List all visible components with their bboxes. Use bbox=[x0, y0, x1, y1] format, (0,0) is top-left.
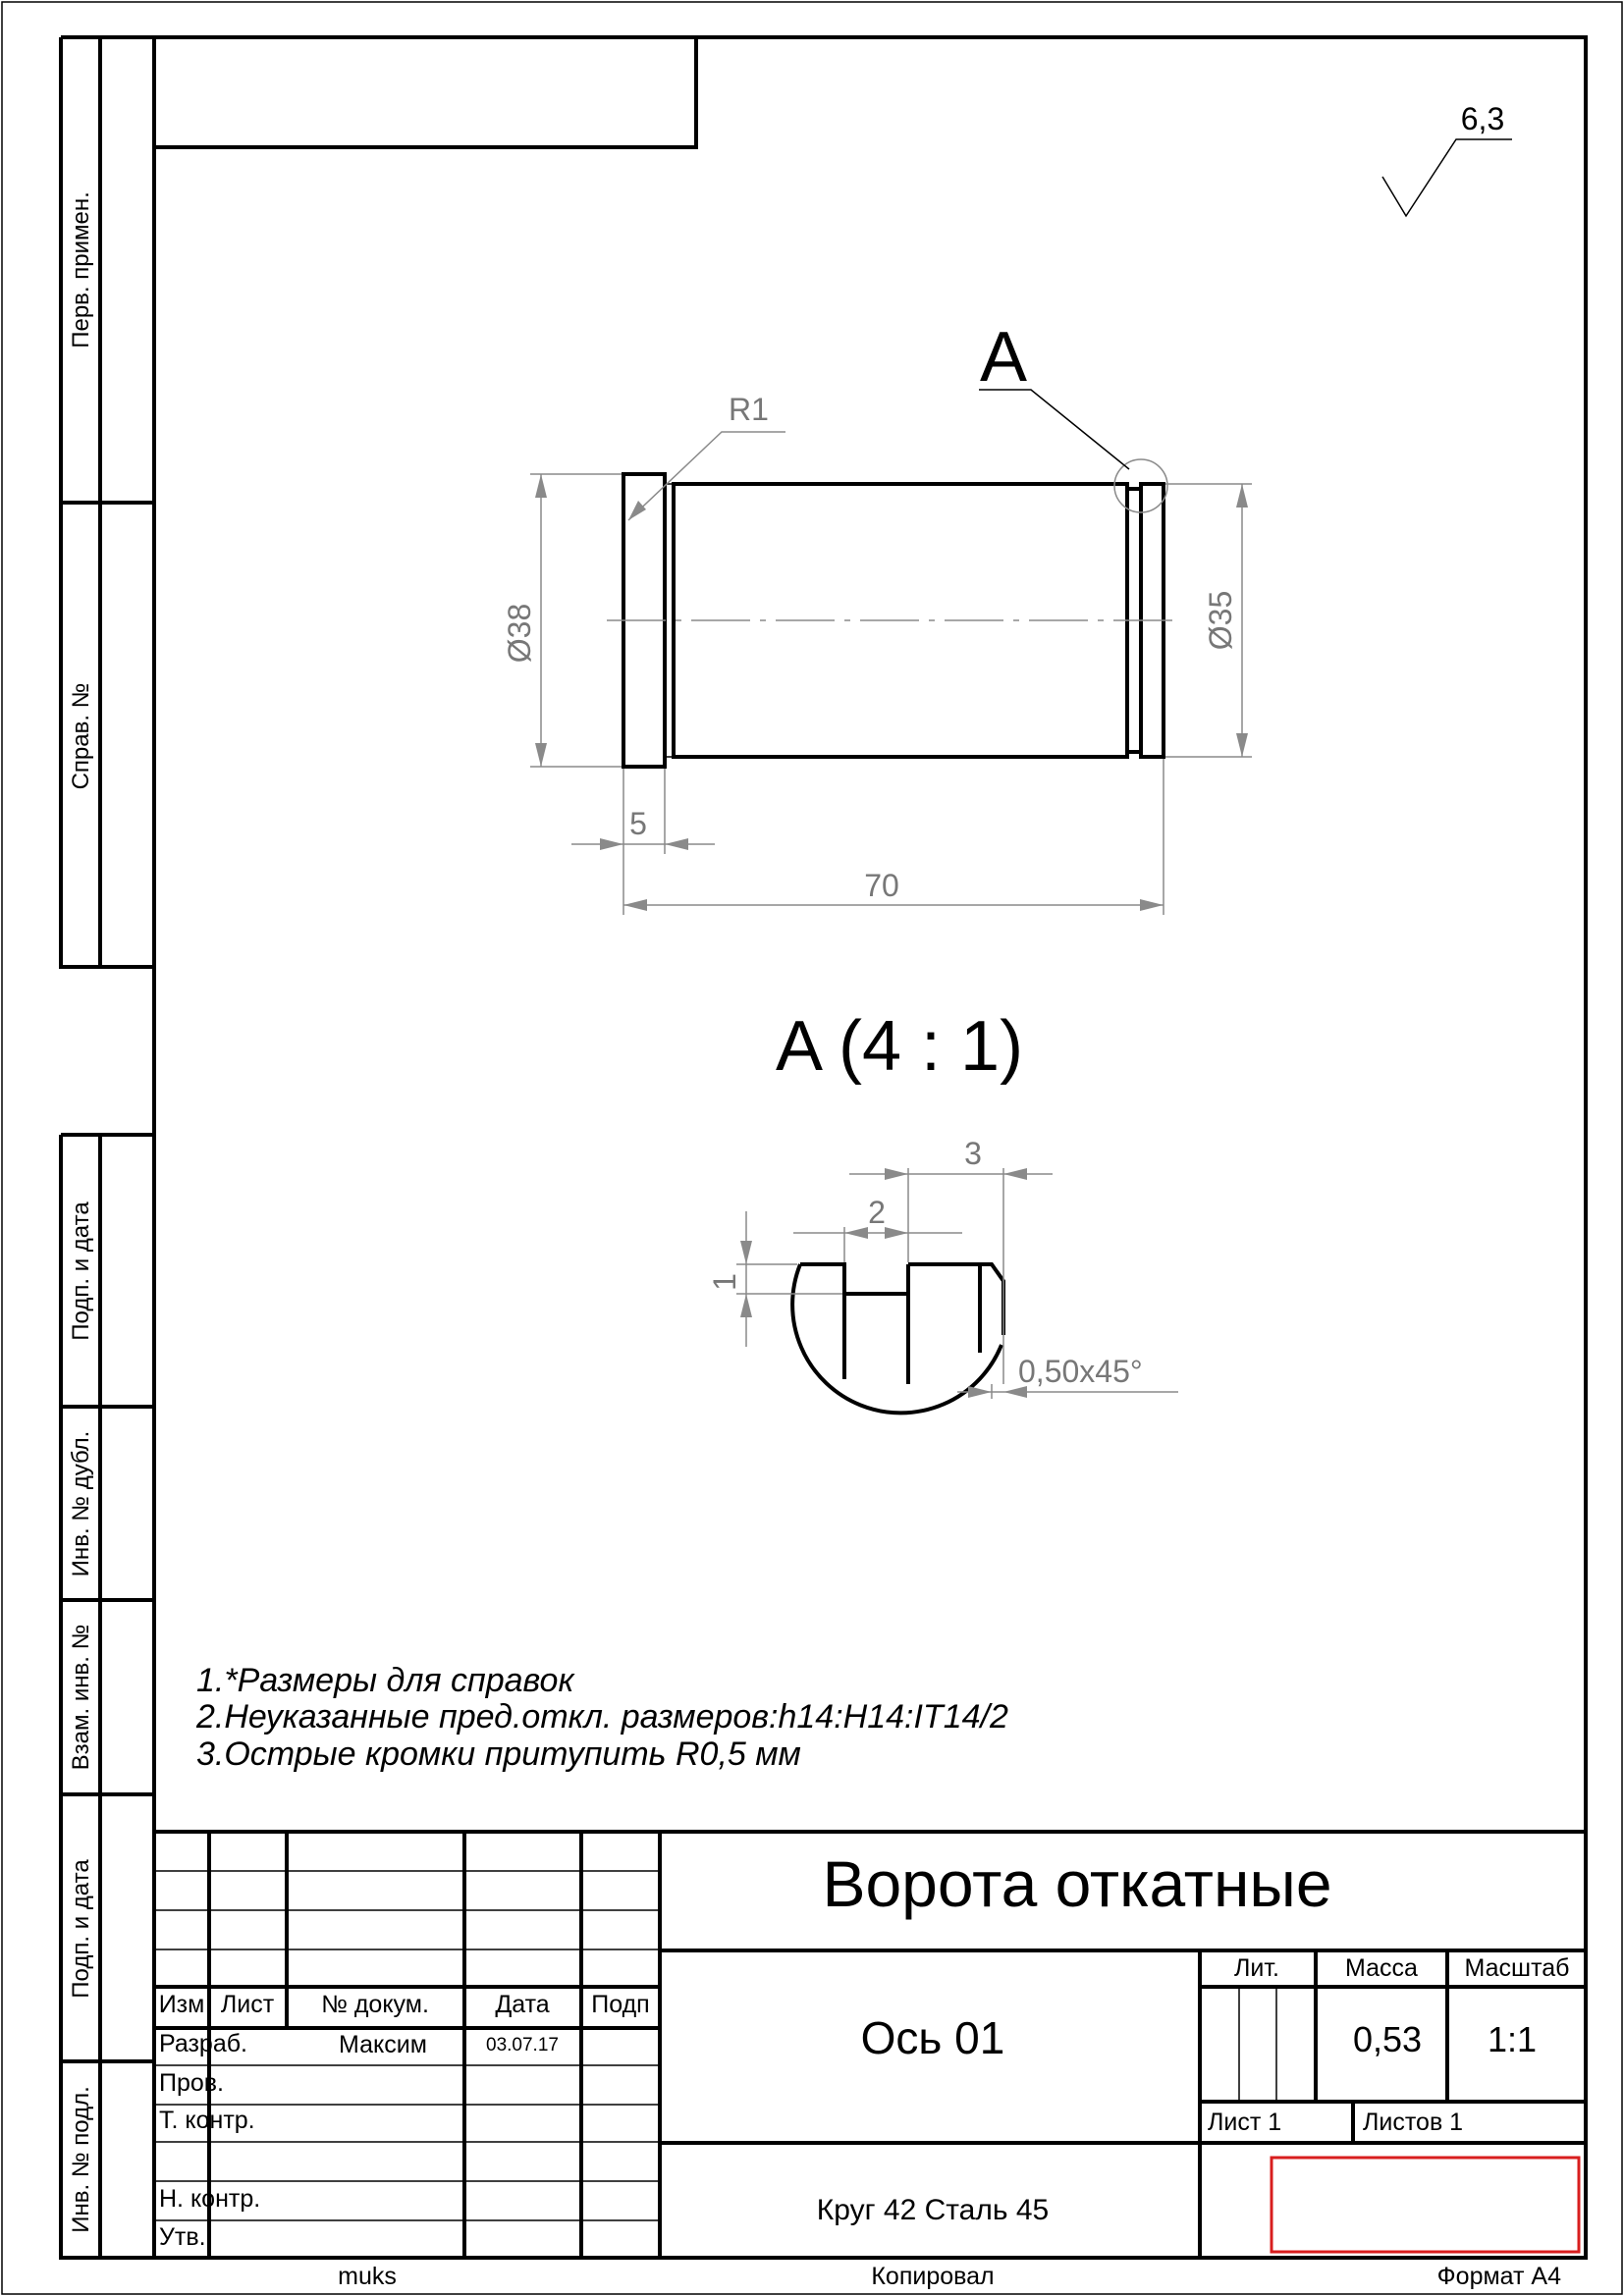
side-label-sprav: Справ. № bbox=[68, 682, 94, 790]
header-mass: Масса bbox=[1345, 1954, 1418, 1982]
view-label: A bbox=[979, 318, 1028, 397]
row-utv: Утв. bbox=[159, 2223, 206, 2251]
footer-format: Формат А4 bbox=[1436, 2263, 1561, 2290]
detail-title: A (4 : 1) bbox=[775, 1007, 1024, 1086]
side-label-podp-data-1: Подп. и дата bbox=[68, 1201, 94, 1341]
side-label-podp-data-2: Подп. и дата bbox=[68, 1859, 94, 1999]
part-name: Ось 01 bbox=[860, 2012, 1005, 2063]
header-list: Лист bbox=[220, 1991, 275, 2018]
dim-detail-2: 2 bbox=[868, 1195, 886, 1230]
header-scale: Масштаб bbox=[1464, 1954, 1570, 1982]
dimensions-detail bbox=[707, 1136, 1178, 1399]
dim-length: 70 bbox=[864, 868, 899, 903]
dim-detail-1: 1 bbox=[707, 1273, 742, 1291]
sheet-number: Лист 1 bbox=[1208, 2109, 1282, 2136]
row-t-kontr: Т. контр. bbox=[159, 2107, 255, 2134]
side-label-inv-dubl: Инв. № дубл. bbox=[68, 1430, 94, 1577]
row-n-kontr: Н. контр. bbox=[159, 2185, 261, 2213]
sheet-count: Листов 1 bbox=[1363, 2109, 1464, 2136]
side-label-vzam-inv: Взам. инв. № bbox=[68, 1624, 94, 1771]
top-left-box bbox=[154, 37, 696, 147]
dim-radius: R1 bbox=[729, 392, 769, 427]
dim-flange-width: 5 bbox=[629, 806, 647, 841]
stamp-box bbox=[1272, 2158, 1579, 2252]
dim-dia-38: Ø38 bbox=[502, 603, 537, 664]
roughness-symbol bbox=[1382, 101, 1512, 216]
side-label-perv-primen: Перв. примен. bbox=[68, 191, 94, 348]
drawing-title: Ворота откатные bbox=[822, 1847, 1332, 1920]
dim-chamfer: 0,50x45° bbox=[1018, 1354, 1143, 1389]
note-2: 2.Неуказанные пред.откл. размеров:h14:H14:IT14/2 bbox=[196, 1698, 1008, 1735]
side-label-inv-podl: Инв. № подл. bbox=[68, 2086, 94, 2233]
row-prov: Пров. bbox=[159, 2069, 225, 2097]
shaft-main-view bbox=[607, 474, 1178, 767]
roughness-value: 6,3 bbox=[1460, 101, 1505, 136]
scale-value: 1:1 bbox=[1487, 2019, 1538, 2059]
left-margin-upper bbox=[61, 37, 154, 967]
footer-author: muks bbox=[338, 2263, 397, 2290]
header-doc-no: № докум. bbox=[321, 1991, 429, 2018]
header-izm: Изм bbox=[158, 1991, 205, 2018]
dim-dia-35: Ø35 bbox=[1203, 590, 1238, 651]
footer-copied: Копировал bbox=[871, 2263, 995, 2290]
mass-value: 0,53 bbox=[1352, 2019, 1423, 2059]
header-podp: Подп bbox=[591, 1991, 650, 2018]
row-razrab: Разраб. bbox=[159, 2030, 248, 2057]
header-date: Дата bbox=[495, 1991, 550, 2018]
developer-name: Максим bbox=[339, 2031, 427, 2058]
material: Круг 42 Сталь 45 bbox=[816, 2194, 1050, 2226]
note-3: 3.Острые кромки притупить R0,5 мм bbox=[196, 1735, 801, 1773]
note-1: 1.*Размеры для справок bbox=[196, 1662, 574, 1699]
dim-detail-3: 3 bbox=[964, 1136, 982, 1171]
date-value: 03.07.17 bbox=[486, 2035, 559, 2056]
header-lit: Лит. bbox=[1234, 1954, 1279, 1982]
drawing-frame bbox=[154, 37, 1586, 2258]
